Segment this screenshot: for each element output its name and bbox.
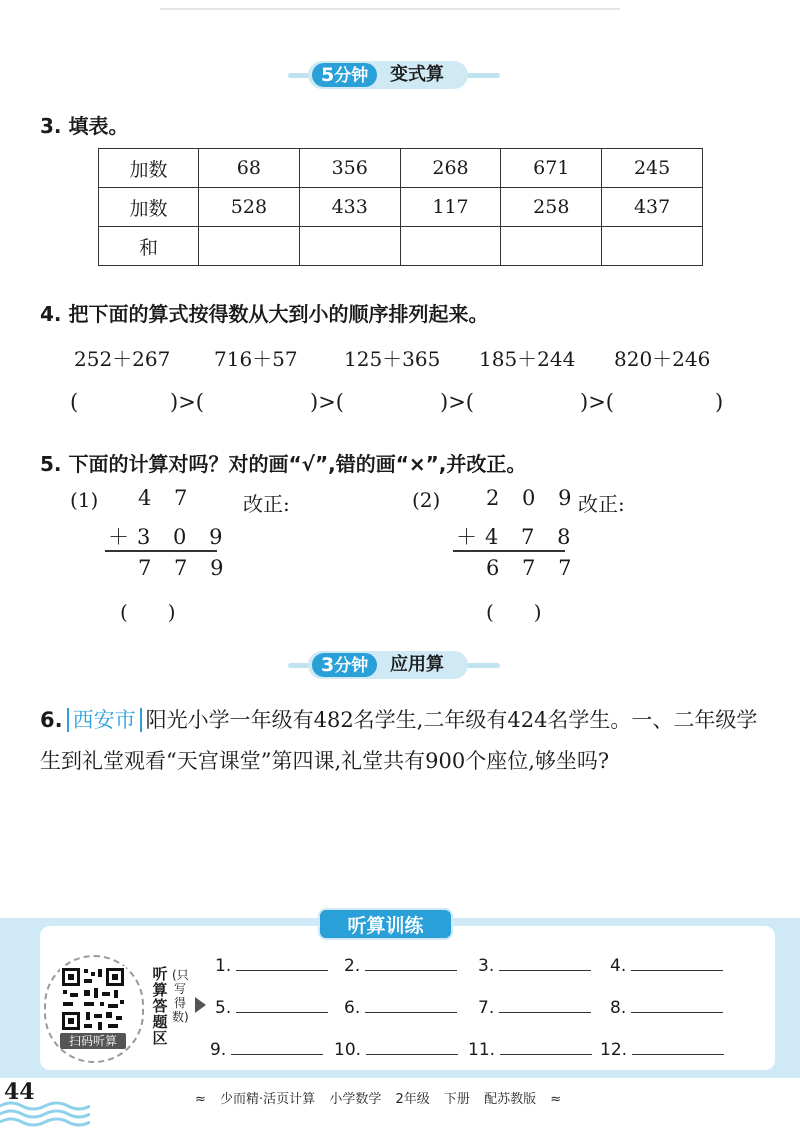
arrow-right-icon: [195, 997, 206, 1013]
q5-item1-fix-label: 改正:: [243, 492, 290, 516]
q4-expressions: [74, 343, 734, 373]
answer-slot[interactable]: 1.: [215, 956, 328, 976]
q3-table: [98, 148, 703, 266]
q5-item1-judge[interactable]: ( ): [120, 600, 176, 624]
answer-slot[interactable]: 5.: [215, 998, 328, 1018]
table-cell: 356: [299, 149, 400, 188]
q5-item2-top: 2 0 9: [486, 486, 580, 510]
q6-text: 阳光小学一年级有482名学生,二年级有424名学生。一、二年级学生到礼堂观看“天宫课堂”第四课,礼堂共有900个座位,够坐吗?: [40, 708, 758, 773]
wave-decoration-icon: [0, 1100, 90, 1128]
answer-cell[interactable]: [299, 227, 400, 266]
banner-time-badge: 5分钟: [312, 63, 377, 87]
answer-area-note: (只写得数): [172, 968, 189, 1024]
answer-cell[interactable]: [602, 227, 703, 266]
paren: (: [70, 390, 79, 414]
answer-cell[interactable]: [501, 227, 602, 266]
answer-cell[interactable]: [400, 227, 501, 266]
table-cell: 258: [501, 188, 602, 227]
answer-slot[interactable]: 8.: [610, 998, 723, 1018]
table-cell: 117: [400, 188, 501, 227]
answer-slot[interactable]: 7.: [478, 998, 591, 1018]
answer-cell[interactable]: [199, 227, 300, 266]
banner-title: 变式算: [390, 64, 444, 85]
footer-info: [190, 1088, 566, 1107]
expression: 185＋244: [479, 347, 576, 371]
answer-slot[interactable]: 9.: [210, 1040, 323, 1060]
footer-grade: 2年级: [395, 1092, 430, 1107]
q6-number: 6.: [40, 708, 63, 732]
table-row: [99, 227, 703, 266]
answer-slot[interactable]: 10.: [334, 1040, 458, 1060]
table-row: [99, 149, 703, 188]
q5-item1-addend: ＋3 0 9: [108, 525, 231, 549]
q5-item1-result: 7 7 9: [138, 556, 232, 580]
q5-item2-sum-line: [453, 550, 565, 552]
q5-title: 5. 下面的计算对吗？对的画“√”,错的画“×”,并改正。: [40, 452, 527, 476]
q3-title: 3. 填表。: [40, 114, 129, 138]
answer-slot[interactable]: 4.: [610, 956, 723, 976]
q5-item2-addend: ＋4 7 8: [456, 525, 579, 549]
row-label: 加数: [99, 149, 199, 188]
expression: 716＋57: [214, 347, 298, 371]
table-cell: 671: [501, 149, 602, 188]
expression: 820＋246: [614, 347, 711, 371]
row-label: 加数: [99, 188, 199, 227]
paren: )>(: [310, 390, 344, 414]
section-banner-5min: [0, 60, 800, 90]
q4-answer-blanks[interactable]: [70, 390, 740, 420]
answer-slot[interactable]: 12.: [600, 1040, 724, 1060]
banner-title: 应用算: [390, 654, 444, 675]
listening-title: 听算训练: [318, 908, 453, 940]
footer-subject: 小学数学: [329, 1092, 382, 1107]
q6-problem: [40, 700, 760, 782]
section-banner-3min: [0, 650, 800, 680]
table-cell: 528: [199, 188, 300, 227]
q5-item2-fix-label: 改正:: [578, 492, 625, 516]
qr-caption: 扫码听算: [60, 1033, 126, 1049]
footer-wave-right: ≈: [550, 1092, 562, 1107]
q5-item2-index: (2): [412, 488, 441, 512]
table-cell: 437: [602, 188, 703, 227]
row-label: 和: [99, 227, 199, 266]
answer-slot[interactable]: 11.: [468, 1040, 592, 1060]
table-cell: 268: [400, 149, 501, 188]
qr-code-icon[interactable]: [60, 966, 126, 1032]
q4-title: 4. 把下面的算式按得数从大到小的顺序排列起来。: [40, 302, 489, 326]
paren: ): [715, 390, 724, 414]
answer-slot[interactable]: 2.: [344, 956, 457, 976]
footer-volume: 下册: [443, 1092, 470, 1107]
footer-edition: 配苏教版: [484, 1092, 537, 1107]
paren: )>(: [580, 390, 614, 414]
expression: 125＋365: [344, 347, 441, 371]
footer-series: 少而精·活页计算: [220, 1092, 316, 1107]
q5-item1-sum-line: [105, 550, 217, 552]
q6-region-tag: 西安市: [67, 708, 142, 732]
q5-item1-top: 4 7: [138, 486, 196, 510]
table-cell: 433: [299, 188, 400, 227]
paren: )>(: [440, 390, 474, 414]
top-rule: [160, 8, 620, 10]
q5-item1-index: (1): [70, 488, 99, 512]
expression: 252＋267: [74, 347, 171, 371]
footer-wave-left: ≈: [195, 1092, 206, 1107]
page-number: 44: [4, 1079, 35, 1105]
paren: )>(: [170, 390, 204, 414]
q5-item2-judge[interactable]: ( ): [486, 600, 542, 624]
table-cell: 68: [199, 149, 300, 188]
answer-slot[interactable]: 6.: [344, 998, 457, 1018]
banner-time-badge: 3分钟: [312, 653, 377, 677]
table-cell: 245: [602, 149, 703, 188]
table-row: [99, 188, 703, 227]
q5-item2-result: 6 7 7: [486, 556, 580, 580]
answer-slot[interactable]: 3.: [478, 956, 591, 976]
answer-area-label: 听算答题区: [152, 965, 168, 1047]
